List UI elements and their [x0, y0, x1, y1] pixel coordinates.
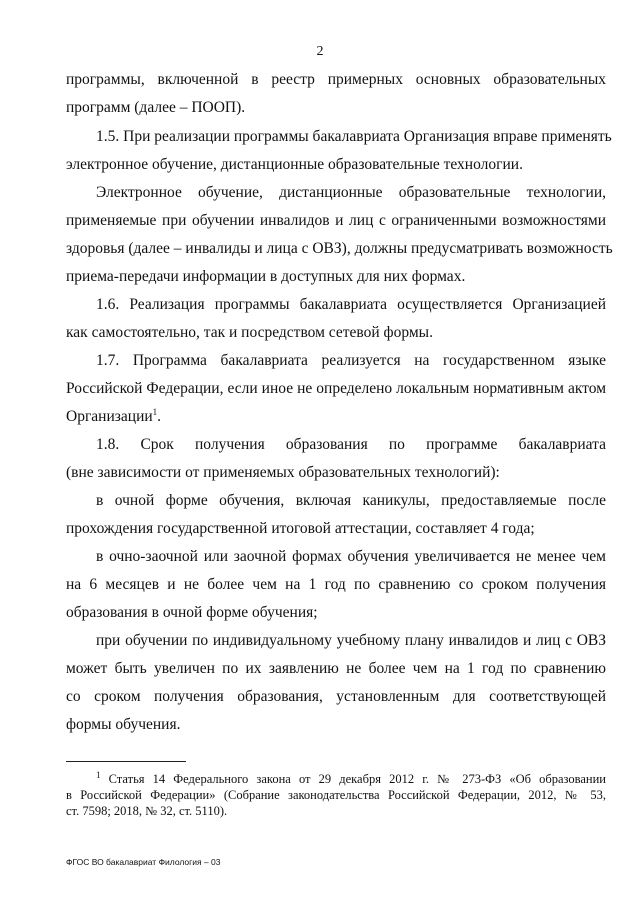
text-line: применяемые при обучении инвалидов и лиц с ограниченными возможностями [66, 212, 606, 229]
text-line: может быть увеличен по их заявлению не более чем на 1 год по сравнению [66, 660, 606, 677]
text-line: программ (далее – ПООП). [66, 99, 246, 116]
text-line: как самостоятельно, так и посредством сетевой формы. [66, 324, 433, 341]
text-line: образования в очной форме обучения; [66, 604, 318, 621]
text-line: формы обучения. [66, 716, 181, 733]
text-line: Организации$^1$. [66, 406, 162, 425]
footnote-divider [66, 761, 186, 762]
page-number: 2 [316, 44, 324, 59]
text-line: (вне зависимости от применяемых образовательных технологий): [66, 464, 500, 481]
text-line: в очно-заочной или заочной формах обучения увеличивается не менее чем [96, 548, 606, 565]
text-line: при обучении по индивидуальному учебному плану инвалидов и лиц с ОВЗ [96, 632, 606, 649]
footnote-line: в Российской Федерации» (Собрание законодательства Российской Федерации, 2012, № 53, [66, 788, 606, 802]
text-line: электронное обучение, дистанционные образовательные технологии. [66, 156, 523, 173]
text-line: Электронное обучение, дистанционные образовательные технологии, [96, 184, 606, 201]
text-line: здоровья (далее – инвалиды и лица с ОВЗ), должны предусматривать возможность [66, 240, 613, 257]
text-line: Российской Федерации, если иное не определено локальным нормативным актом [66, 380, 606, 397]
text-line: со сроком получения образования, установленным для соответствующей [66, 688, 606, 705]
text-line: приема-передачи информации в доступных для них формах. [66, 268, 466, 285]
footnote-reference: 1 [152, 406, 158, 417]
text-line: 1.7. Программа бакалавриата реализуется на государственном языке [96, 352, 606, 369]
footnote-line: ст. 7598; 2018, № 32, ст. 5110). [66, 804, 228, 818]
text-line: на 6 месяцев и не более чем на 1 год по сравнению со сроком получения [66, 576, 606, 593]
text-line: 1.5. При реализации программы бакалавриата Организация вправе применять [96, 128, 612, 145]
page-footer: ФГОС ВО бакалавриат Филология – 03 [66, 857, 221, 867]
text-line: 1.8. Срок получения образования по программе бакалавриата [96, 436, 606, 453]
footnote-line: $^1$ Статья 14 Федерального закона от 29 декабря 2012 г. № 273-ФЗ «Об образовании [96, 769, 607, 786]
text-line: в очной форме обучения, включая каникулы, предоставляемые после [96, 492, 606, 509]
text-line: программы, включенной в реестр примерных основных образовательных [66, 71, 606, 88]
text-line: прохождения государственной итоговой аттестации, составляет 4 года; [66, 520, 535, 537]
text-line: 1.6. Реализация программы бакалавриата осуществляется Организацией [96, 296, 606, 313]
